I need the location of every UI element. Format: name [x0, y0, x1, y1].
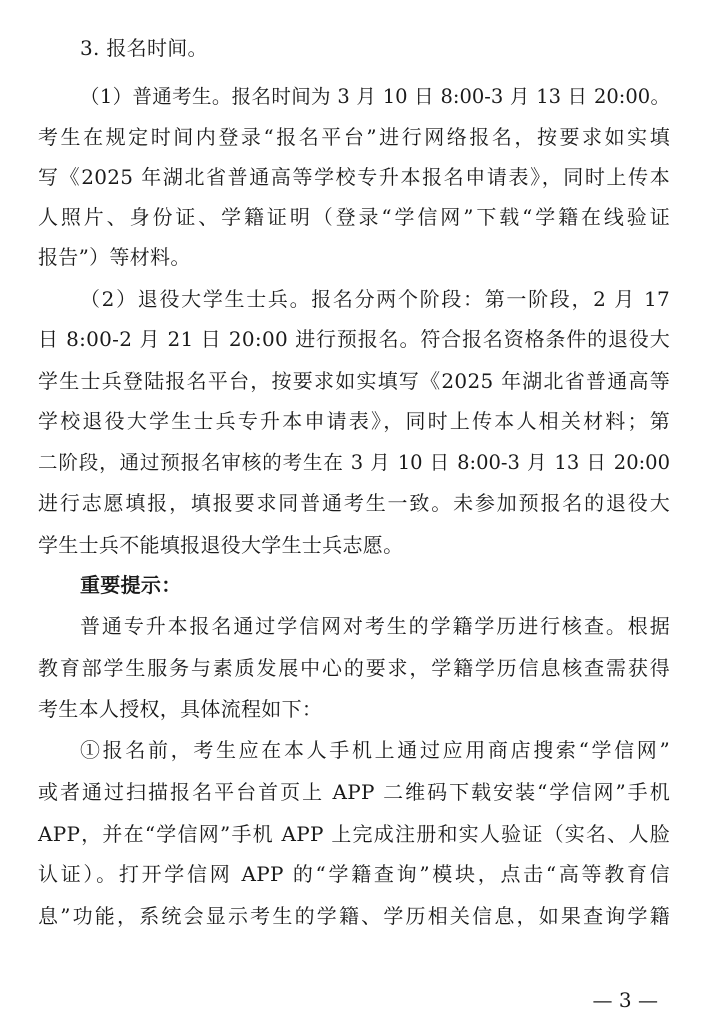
paragraph-line: 或者通过扫描报名平台首页上 APP 二维码下载安装“学信网”手机: [38, 780, 670, 804]
paragraph-line: （1）普通考生。报名时间为 3 月 10 日 8:00-3 月 13 日 20:00。: [80, 85, 670, 108]
paragraph-line: 学生士兵不能填报退役大学生士兵志愿。: [38, 533, 404, 557]
important-heading: 重要提示：: [80, 573, 182, 597]
paragraph-line: ①报名前，考生应在本人手机上通过应用商店搜索“学信网”: [80, 738, 670, 762]
paragraph-line: （2）退役大学生士兵。报名分两个阶段：第一阶段，2 月 17: [80, 287, 670, 311]
paragraph-line: 学生士兵登陆报名平台，按要求如实填写《2025 年湖北省普通高等: [38, 369, 670, 393]
paragraph-line: 教育部学生服务与素质发展中心的要求，学籍学历信息核查需获得: [38, 656, 670, 680]
paragraph-line: 日 8:00-2 月 21 日 20:00 进行预报名。符合报名资格条件的退役大: [38, 327, 670, 351]
page-number: — 3 —: [592, 988, 658, 1012]
paragraph-line: APP，并在“学信网”手机 APP 上完成注册和实人验证（实名、人脸: [38, 822, 670, 846]
section-heading: 3. 报名时间。: [80, 36, 208, 60]
paragraph-line: 二阶段，通过预报名审核的考生在 3 月 10 日 8:00-3 月 13 日 20:00: [38, 451, 670, 474]
paragraph-line: 学校退役大学生士兵专升本申请表》，同时上传本人相关材料；第: [38, 409, 670, 433]
paragraph-line: 人照片、身份证、学籍证明（登录“学信网”下载“学籍在线验证: [38, 205, 670, 229]
paragraph-line: 写《2025 年湖北省普通高等学校专升本报名申请表》，同时上传本: [38, 165, 670, 189]
paragraph-line: 进行志愿填报，填报要求同普通考生一致。未参加预报名的退役大: [38, 491, 670, 515]
paragraph-line: 考生本人授权，具体流程如下：: [38, 697, 323, 721]
paragraph-line: 考生在规定时间内登录“报名平台”进行网络报名，按要求如实填: [38, 125, 670, 149]
paragraph-line: 认证）。打开学信网 APP 的“学籍查询”模块，点击“高等教育信: [38, 862, 670, 886]
paragraph-line: 息”功能，系统会显示考生的学籍、学历相关信息，如果查询学籍: [38, 904, 670, 928]
paragraph-line: 报告”）等材料。: [38, 245, 191, 269]
paragraph-line: 普通专升本报名通过学信网对考生的学籍学历进行核查。根据: [80, 614, 670, 638]
